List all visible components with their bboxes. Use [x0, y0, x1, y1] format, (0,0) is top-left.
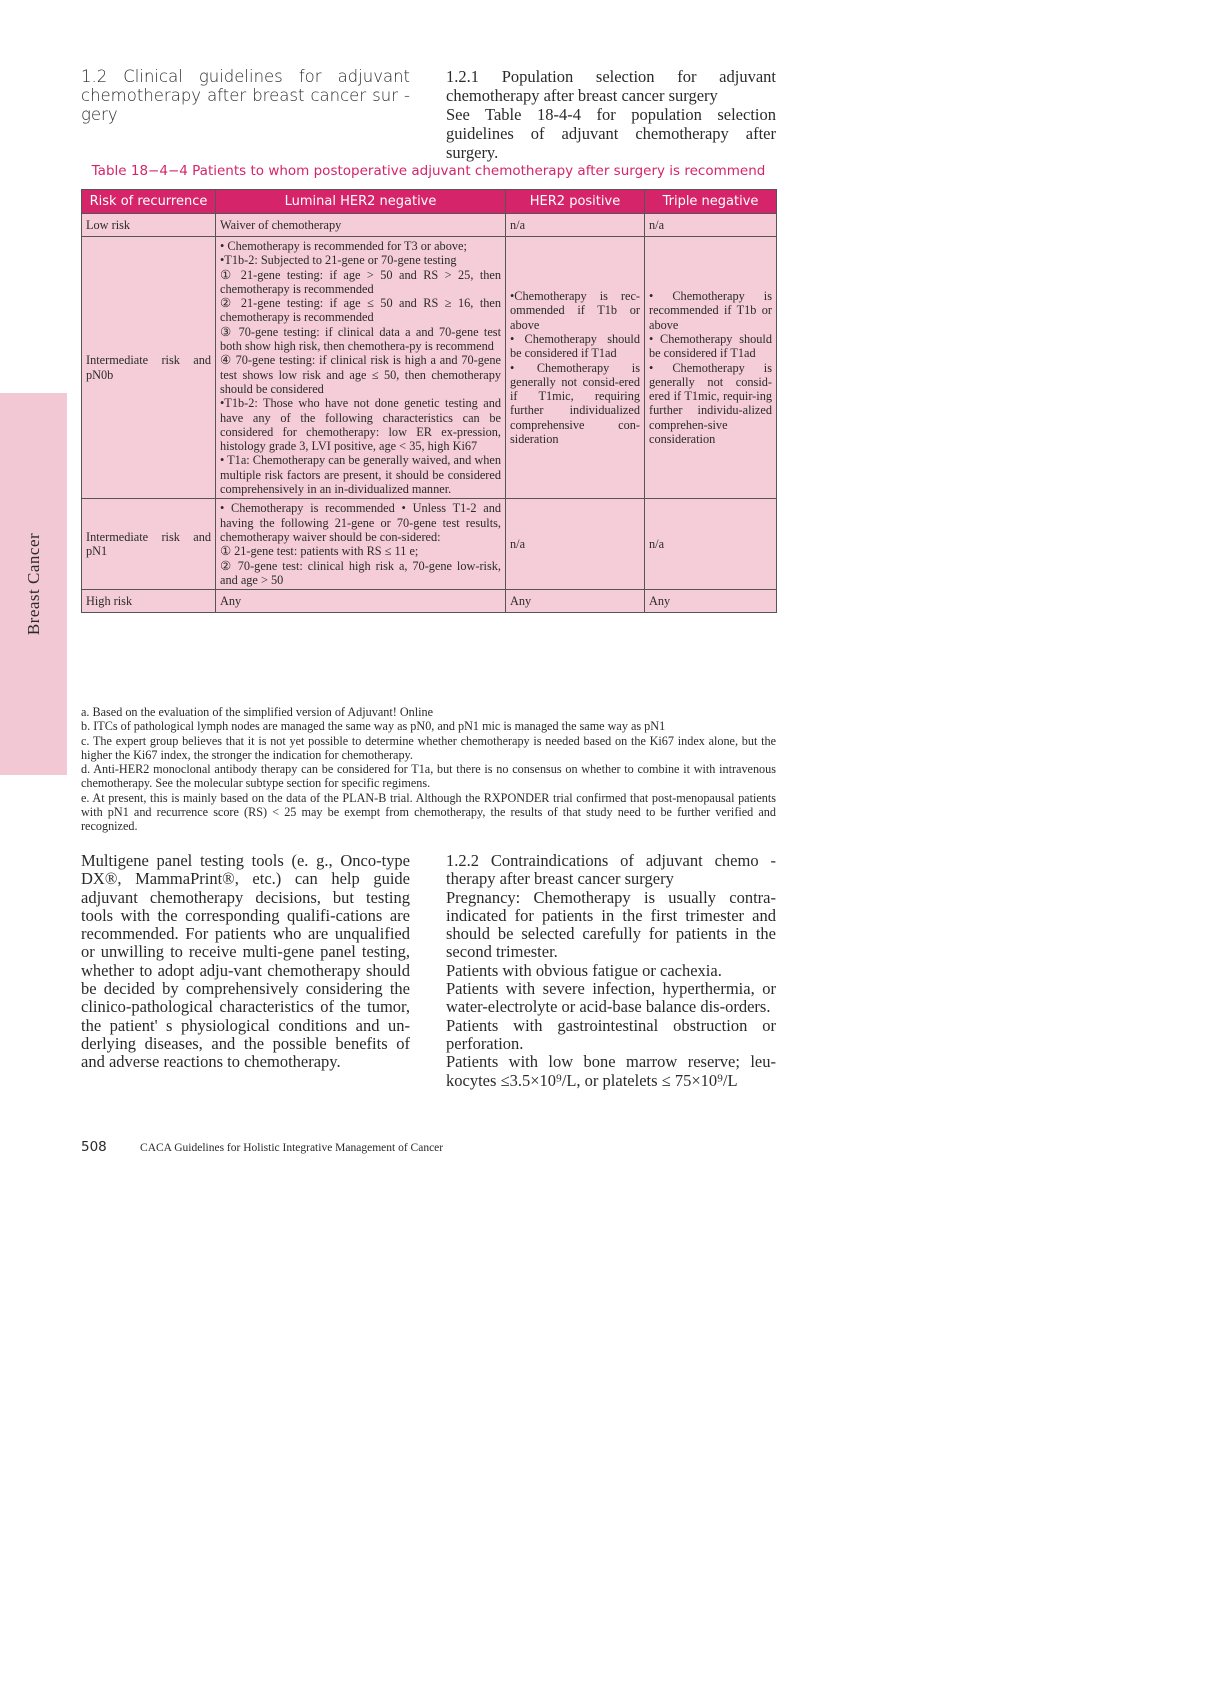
- header-triple: Triple negative: [645, 190, 777, 214]
- table-header-row: [82, 190, 777, 214]
- cell-luminal: Waiver of chemotherapy: [216, 214, 506, 237]
- cell-triple: [645, 237, 777, 499]
- header-luminal: Luminal HER2 negative: [216, 190, 506, 214]
- page-footer: [81, 1139, 443, 1155]
- table-row: [82, 590, 777, 613]
- cell-luminal: [216, 237, 506, 499]
- cell-line: •T1b-2: Subjected to 21-gene or 70-gene testing: [220, 253, 457, 268]
- cell-risk: Intermediate risk and pN0b: [82, 237, 216, 499]
- table-row: [82, 237, 777, 499]
- cell-luminal: Any: [216, 590, 506, 613]
- cell-line: • Chemotherapy is recommended for T3 or above;: [220, 239, 467, 253]
- cell-line: • Chemotherapy is recommended if T1b or above: [649, 289, 772, 332]
- footnote: e. At present, this is mainly based on the data of the PLAN-B trial. Although the RXPONDER trial confirmed that post-menopausal patients with pN1 and recurrence score (RS) < 25 may be exempt from chemotherapy, the results of that study need to be further verified and recognized.: [81, 790, 776, 834]
- cell-her2: n/a: [506, 214, 645, 237]
- contraindication-item: Patients with severe infection, hyperthermia, or water-electrolyte or acid-base balance dis-orders.: [446, 979, 776, 1017]
- table-caption: Table 18−4−4 Patients to whom postoperative adjuvant chemotherapy after surgery is recommend: [91, 163, 766, 179]
- subsection-1: [446, 67, 776, 162]
- recommendation-table: [81, 189, 777, 613]
- cell-line: • T1a: Chemotherapy can be generally waived, and when multiple risk factors are present, it should be considered comprehensively in an in-dividualized manner.: [220, 453, 501, 497]
- subsection-2-heading: 1.2.2 Contraindications of adjuvant chemo - therapy after breast cancer surgery: [446, 851, 776, 889]
- table-row: [82, 499, 777, 590]
- footnotes: [81, 705, 776, 834]
- cell-line: ④ 70-gene testing: if clinical risk is high a and 70-gene test shows low risk and age ≤ 50, then chemotherapy should be considered: [220, 353, 501, 396]
- cell-line: • Chemotherapy is generally not consid-ered if T1mic, requiring further individualized comprehensive con-sideration: [510, 360, 640, 446]
- cell-line: ① 21-gene test: patients with RS ≤ 11 e;: [220, 544, 419, 559]
- footnote: b. ITCs of pathological lymph nodes are managed the same way as pN0, and pN1 mic is managed the same way as pN1: [81, 719, 666, 734]
- cell-luminal: [216, 499, 506, 590]
- cell-line: • Chemotherapy should be considered if T1ad: [649, 331, 772, 361]
- header-her2: HER2 positive: [506, 190, 645, 214]
- body-left-paragraph: [81, 852, 410, 1072]
- body-left-text: Multigene panel testing tools (e. g., Onco-type DX®, MammaPrint®, etc.) can help guide adjuvant chemotherapy decisions, but testing tools with the corresponding qualifi-cations are recommended. For patients who are unqualified or unwilling to receive multi-gene panel testing, whether to adopt adju-vant chemotherapy should be decided by comprehensively considering the clinico-pathological characteristics of the tumor, the patient' s physiological conditions and un-derlying diseases, and the possible benefits of and adverse reactions to chemotherapy.: [81, 851, 410, 1072]
- header-risk: Risk of recurrence: [82, 190, 216, 214]
- cell-line: • Chemotherapy should be considered if T1ad: [510, 331, 640, 361]
- side-tab-label: Breast Cancer: [23, 532, 43, 636]
- cell-triple: n/a: [645, 214, 777, 237]
- contraindication-item: Pregnancy: Chemotherapy is usually contra-indicated for patients in the first trimester and should be selected carefully for patients in the second trimester.: [446, 887, 776, 962]
- section-heading: 1.2 Clinical guidelines for adjuvant chemotherapy after breast cancer sur - gery: [81, 67, 410, 124]
- cell-line: •Chemotherapy is rec-ommended if T1b or above: [510, 289, 640, 332]
- cell-triple: Any: [645, 590, 777, 613]
- footnote: c. The expert group believes that it is not yet possible to determine whether chemotherapy is needed based on the Ki67 index alone, but the higher the Ki67 index, the stronger the indication for chemotherapy.: [81, 733, 776, 762]
- cell-line: • Chemotherapy is recommended • Unless T1-2 and having the following 21-gene or 70-gene test results, chemotherapy waiver should be con-sidered:: [220, 501, 501, 544]
- cell-her2: n/a: [506, 499, 645, 590]
- cell-triple: n/a: [645, 499, 777, 590]
- cell-line: ② 70-gene test: clinical high risk a, 70-gene low-risk, and age > 50: [220, 558, 501, 587]
- cell-line: ③ 70-gene testing: if clinical data a and 70-gene test both show high risk, then chemothera-py is recommend: [220, 324, 501, 354]
- cell-risk: Intermediate risk and pN1: [82, 499, 216, 590]
- cell-line: •T1b-2: Those who have not done genetic testing and have any of the following characteristics can be considered for chemotherapy: low ER ex-pression, histology grade 3, LVI positive, age < 35, high Ki67: [220, 396, 501, 454]
- footer-title: CACA Guidelines for Holistic Integrative Management of Cancer: [140, 1142, 444, 1154]
- cell-her2: [506, 237, 645, 499]
- contraindication-item: Patients with gastrointestinal obstruction or perforation.: [446, 1015, 776, 1053]
- cell-line: ① 21-gene testing: if age > 50 and RS > 25, then chemotherapy is recommended: [220, 267, 501, 296]
- subsection-1-text: See Table 18-4-4 for population selection guidelines of adjuvant chemotherapy after surgery.: [446, 105, 776, 162]
- side-tab: [0, 393, 67, 775]
- table-row: [82, 214, 777, 237]
- cell-line: ② 21-gene testing: if age ≤ 50 and RS ≥ 16, then chemotherapy is recommended: [220, 296, 501, 325]
- subsection-1-heading: 1.2.1 Population selection for adjuvant chemotherapy after breast cancer surgery: [446, 67, 776, 105]
- cell-line: • Chemotherapy is generally not consid-ered if T1mic, requir-ing further individu-alized comprehen-sive consideration: [649, 360, 772, 446]
- cell-risk: High risk: [82, 590, 216, 613]
- cell-her2: Any: [506, 590, 645, 613]
- cell-risk: Low risk: [82, 214, 216, 237]
- contraindication-item: Patients with obvious fatigue or cachexia.: [446, 960, 722, 980]
- footnote: d. Anti-HER2 monoclonal antibody therapy can be considered for T1a, but there is no consensus on whether to combine it with intravenous chemotherapy. See the molecular subtype section for specific regimens.: [81, 762, 776, 791]
- contraindication-item: Patients with low bone marrow reserve; leu-kocytes ≤3.5×10⁹/L, or platelets ≤ 75×10⁹/L: [446, 1052, 776, 1090]
- subsection-2: [446, 852, 776, 1090]
- page-number: 508: [81, 1139, 107, 1155]
- footnote: a. Based on the evaluation of the simplified version of Adjuvant! Online: [81, 705, 434, 719]
